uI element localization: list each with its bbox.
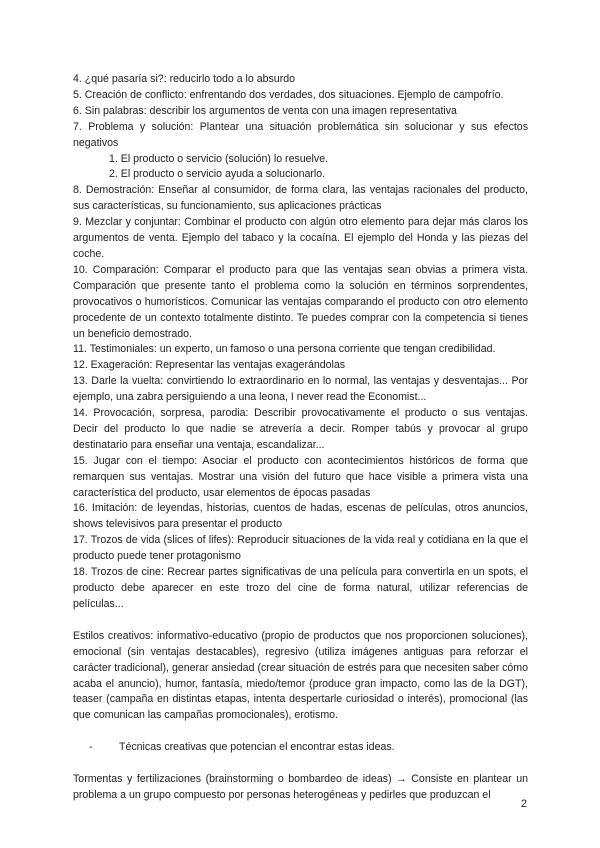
bullet-item [73,740,528,756]
item-7-sub-2: 2. El producto o servicio ayuda a solucionarlo. [109,168,326,181]
spacer [73,613,528,629]
item-18: 18. Trozos de cine: Recrear partes significativas de una película para convertirla en un spots, el producto debe aparecer en este trozo del cine de forma natural, utilizar referencias de películas... [73,566,528,610]
estilos-paragraph: Estilos creativos: informativo-educativo (propio de productos que nos proporcionen soluciones), emocional (sin ventajas destacables), regresivo (utiliza imágenes antiguas para reforzar el carácter tradicional), generar ansiedad (crear situación de estrés para que necesiten saber cómo acaba el anuncio), humor, fantasía, miedo/temor (produce gran impacto, como las de la DGT), teaser (campaña en distintas etapas, intenta despertarle curiosidad o interés), promocional (las que comunican las campañas promocionales), erotismo. [73,629,528,722]
item-5: 5. Creación de conflicto: enfrentando dos verdades, dos situaciones. Ejemplo de campofrío. [73,88,504,101]
bullet-dash: - [89,741,93,754]
item-15: 15. Jugar con el tiempo: Asociar el producto con acontecimientos históricos de forma que remarquen sus ventajas. Mostrar una visión del futuro que hace visible a primera vista una característica del producto, usar elementos de épocas pasadas [73,454,528,499]
tormentas-paragraph: Tormentas y fertilizaciones (brainstorming o bombardeo de ideas) → Consiste en plantear un problema a un grupo compuesto por personas heterogéneas y pedirles que produzcan el [73,773,528,802]
item-14: 14. Provocación, sorpresa, parodia: Describir provocativamente el producto o sus ventajas. Decir del producto lo que nadie se atrevería a decir. Romper tabús y provocar al grupo destinatario para enseñar una ventaja, escandalizar... [73,407,528,451]
item-4: 4. ¿qué pasaría si?: reducirlo todo a lo absurdo [73,73,296,85]
item-6: 6. Sin palabras: describir los argumentos de venta con una imagen representativa [73,104,457,117]
item-12: 12. Exageración: Representar las ventajas exagerándolas [73,359,346,372]
page-number: 2 [520,798,527,810]
item-16: 16. Imitación: de leyendas, historias, cuentos de hadas, escenas de películas, otros anuncios, shows televisivos para presentar el producto [73,502,528,531]
item-8: 8. Demostración: Enseñar al consumidor, de forma clara, las ventajas racionales del producto, sus características, su funcionamiento, sus aplicaciones prácticas [73,184,528,213]
spacer [73,724,528,740]
item-10: 10. Comparación: Comparar el producto para que las ventajas sean obvias a primera vista. Comparación que presente tanto el problema como la solución en términos sorprendentes, provocativos o humorísticos. Comunicar las ventajas comparando el producto con otro elemento procedente de un contexto totalmente distinto. Te puedes comprar con la competencia si tienes un beneficio demostrado. [73,263,528,340]
item-7-sub-1: 1. El producto o servicio (solución) lo resuelve. [109,152,329,165]
bullet-text: Técnicas creativas que potencian el encontrar estas ideas. [119,741,395,754]
page-content [73,72,528,804]
spacer [73,756,528,772]
item-13: 13. Darle la vuelta: convirtiendo lo extraordinario en lo normal, las ventajas y desventajas... Por ejemplo, una zabra persiguiendo a una leona, I never read the Economist... [73,375,528,404]
item-17: 17. Trozos de vida (slices of lifes): Reproducir situaciones de la vida real y cotidiana en la que el producto puede tener protagonismo [73,534,528,563]
item-7: 7. Problema y solución: Plantear una situación problemática sin solucionar y sus efectos negativos [73,120,528,149]
item-9: 9. Mezclar y conjuntar: Combinar el producto con algún otro elemento para dejar más claros los argumentos de venta. Ejemplo del tabaco y la cocaína. El ejemplo del Honda y las piezas del coche. [73,216,528,260]
item-11: 11. Testimoniales: un experto, un famoso o una persona corriente que tengan credibilidad. [73,343,496,356]
